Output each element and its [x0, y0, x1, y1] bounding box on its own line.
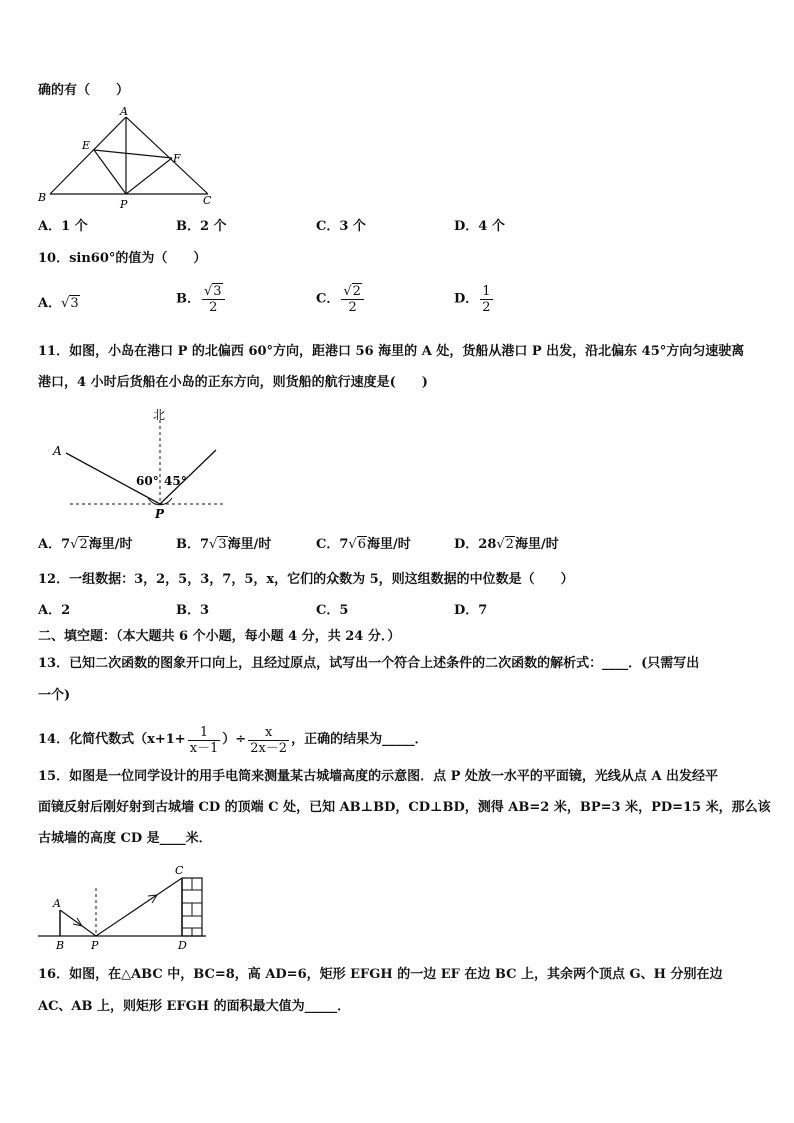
q15-label-P: P [91, 939, 99, 952]
q13-line1: 13．已知二次函数的图象开口向上，且经过原点，试写出一个符合上述条件的二次函数的解析式：____．(只需写出 [38, 656, 700, 671]
q9-option-c: C．3 个 [316, 219, 366, 234]
q9-label-C: C [203, 194, 212, 207]
q9-stem-tail: 确的有（ ） [38, 83, 130, 98]
q10-option-d: D． $\frac{1}{2}$ [454, 284, 491, 315]
q12-option-d: D．7 [454, 603, 488, 618]
q16-line1: 16．如图，在△ABC 中，BC=8，高 AD=6，矩形 EFGH 的一边 EF 在边 BC 上，其余两个顶点 G、H 分别在边 [38, 967, 723, 982]
q9-label-F: F [173, 152, 181, 165]
q10-stem: 10．sin60°的值为（ ） [38, 251, 207, 266]
q11-option-b: B．7√3海里/时 [176, 537, 272, 552]
q15-label-D: D [178, 939, 187, 952]
q15-line1: 15．如图是一位同学设计的用手电筒来测量某古城墙高度的示意图．点 P 处放一水平的平面镜，光线从点 A 出发经平 [38, 769, 719, 784]
q15-label-A: A [53, 897, 61, 910]
q9-option-b: B．2 个 [176, 219, 227, 234]
q11-option-a: A．7√2海里/时 [38, 537, 133, 552]
q14-stem: 14．化简代数式（x+1+ $\frac{1}{x-1}$ ）÷ $\frac{x}{2x-2}$ ，正确的结果为_____． [38, 724, 428, 756]
q9-label-P: P [120, 198, 128, 211]
q9-label-B: B [38, 191, 47, 204]
q11-label-P: P [155, 507, 165, 521]
q12-option-b: B．3 [176, 603, 210, 618]
q9-option-a: A．1 个 [38, 219, 88, 234]
q12-option-a: A．2 [38, 603, 71, 618]
q15-label-C: C [175, 864, 184, 877]
q10-option-a: A．√3 [38, 296, 79, 311]
q11-stem-line2: 港口，4 小时后货船在小岛的正东方向，则货船的航行速度是( ) [38, 375, 428, 390]
q11-label-north: 北 [153, 408, 166, 422]
q15-label-B: B [56, 939, 65, 952]
q15-line3: 古城墙的高度 CD 是____米． [38, 831, 212, 846]
q16-line2: AC、AB 上，则矩形 EFGH 的面积最大值为_____． [38, 999, 351, 1014]
q13-line2: 一个) [38, 688, 71, 703]
q11-option-c: C．7√6海里/时 [316, 537, 411, 552]
q12-option-c: C．5 [316, 603, 349, 618]
q11-bearing-figure [50, 408, 230, 523]
q9-label-E: E [82, 139, 91, 152]
q9-option-d: D．4 个 [454, 219, 505, 234]
q12-stem: 12．一组数据：3，2，5，3，7，5，x，它们的众数为 5，则这组数据的中位数是（ ） [38, 572, 574, 587]
q15-wall-figure [36, 860, 216, 952]
section2-heading: 二、填空题：（本大题共 6 个小题，每小题 4 分，共 24 分．） [38, 629, 401, 644]
q11-stem-line1: 11．如图，小岛在港口 P 的北偏西 60°方向，距港口 56 海里的 A 处，货船从港口 P 出发，沿北偏东 45°方向匀速驶离 [38, 344, 745, 359]
q11-option-d: D．28√2海里/时 [454, 537, 559, 552]
q11-label-angle2: 45° [164, 474, 187, 488]
q10-option-b: B． $\frac{√3}{2}$ [176, 284, 227, 315]
q11-label-A: A [53, 444, 62, 458]
q10-option-c: C． $\frac{√2}{2}$ [316, 284, 366, 315]
q9-triangle-figure [36, 104, 226, 216]
q9-label-A: A [120, 105, 128, 118]
q11-label-angle1: 60° [136, 474, 159, 488]
q15-line2: 面镜反射后刚好射到古城墙 CD 的顶端 C 处，已知 AB⊥BD，CD⊥BD，测得 AB=2 米，BP=3 米，PD=15 米，那么该 [38, 800, 771, 815]
